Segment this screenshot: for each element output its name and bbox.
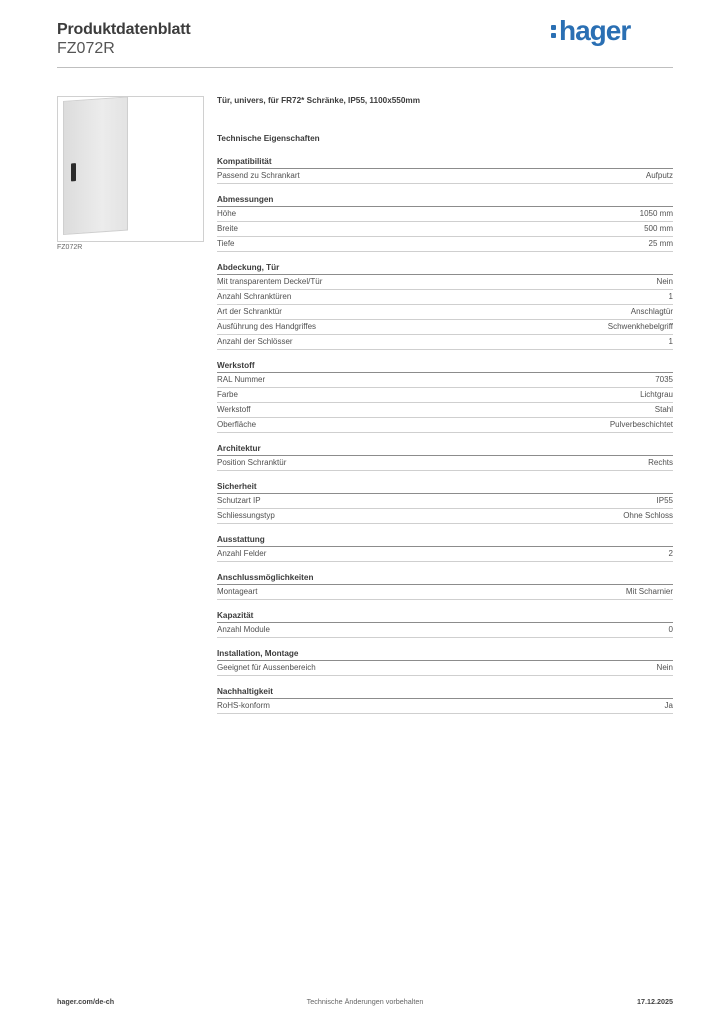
spec-group-title: Abmessungen [217, 194, 673, 207]
spec-row [217, 623, 673, 638]
spec-value: Stahl [654, 405, 673, 414]
spec-value: 25 mm [648, 239, 673, 248]
spec-row [217, 222, 673, 237]
spec-label: Anzahl Schranktüren [217, 292, 292, 301]
spec-row [217, 661, 673, 676]
spec-row [217, 275, 673, 290]
spec-row [217, 418, 673, 433]
footer-date: 17.12.2025 [637, 997, 673, 1006]
spec-label: RAL Nummer [217, 375, 266, 384]
spec-row [217, 207, 673, 222]
spec-label: Passend zu Schrankart [217, 171, 300, 180]
spec-group [217, 686, 673, 714]
spec-row [217, 169, 673, 184]
spec-label: Geeignet für Aussenbereich [217, 663, 316, 672]
spec-label: Ausführung des Handgriffes [217, 322, 317, 331]
product-code: FZ072R [57, 40, 115, 57]
spec-value: 1050 mm [639, 209, 673, 218]
spec-value: 1 [668, 292, 673, 301]
spec-group [217, 360, 673, 433]
spec-group-title: Abdeckung, Tür [217, 262, 673, 275]
spec-group [217, 156, 673, 184]
specification-panel [217, 96, 673, 714]
spec-value: 1 [668, 337, 673, 346]
spec-label: Anzahl der Schlösser [217, 337, 293, 346]
spec-label: Anzahl Module [217, 625, 270, 634]
spec-value: 500 mm [644, 224, 673, 233]
spec-group-title: Ausstattung [217, 534, 673, 547]
spec-row [217, 509, 673, 524]
spec-label: Schliessungstyp [217, 511, 275, 520]
page-footer [57, 997, 673, 1009]
spec-group-title: Kompatibilität [217, 156, 673, 169]
spec-label: RoHS-konform [217, 701, 270, 710]
spec-value: Ohne Schloss [623, 511, 673, 520]
spec-group-title: Werkstoff [217, 360, 673, 373]
spec-row [217, 305, 673, 320]
spec-group [217, 534, 673, 562]
header-divider [57, 67, 673, 68]
spec-label: Montageart [217, 587, 258, 596]
hager-logo [545, 16, 655, 46]
spec-group [217, 481, 673, 524]
footer-website-link[interactable]: hager.com/de-ch [57, 997, 115, 1006]
spec-row [217, 699, 673, 714]
spec-row [217, 335, 673, 350]
spec-label: Werkstoff [217, 405, 251, 414]
spec-groups [217, 156, 673, 714]
spec-value: IP55 [656, 496, 673, 505]
spec-value: Lichtgrau [640, 390, 673, 399]
spec-value: Schwenkhebelgriff [607, 322, 673, 331]
section-title: Technische Eigenschaften [217, 134, 320, 143]
spec-value: Nein [656, 277, 673, 286]
spec-value: Ja [664, 701, 673, 710]
spec-row [217, 547, 673, 562]
spec-group-title: Anschlussmöglichkeiten [217, 572, 673, 585]
spec-group [217, 262, 673, 350]
spec-label: Oberfläche [217, 420, 257, 429]
spec-group-title: Installation, Montage [217, 648, 673, 661]
product-image [57, 96, 204, 242]
spec-label: Höhe [217, 209, 237, 218]
spec-group-title: Nachhaltigkeit [217, 686, 673, 699]
spec-label: Tiefe [217, 239, 235, 248]
spec-value: Anschlagtür [630, 307, 673, 316]
spec-label: Mit transparentem Deckel/Tür [217, 277, 323, 286]
logo-wordmark: hager [559, 15, 631, 46]
spec-group [217, 610, 673, 638]
spec-value: 2 [668, 549, 673, 558]
spec-value: Mit Scharnier [625, 587, 673, 596]
spec-value: 7035 [655, 375, 673, 384]
footer-notice: Technische Änderungen vorbehalten [306, 997, 424, 1006]
spec-label: Anzahl Felder [217, 549, 267, 558]
spec-label: Art der Schranktür [217, 307, 282, 316]
door-handle-icon [71, 163, 76, 181]
spec-group-title: Architektur [217, 443, 673, 456]
spec-label: Breite [217, 224, 238, 233]
spec-label: Farbe [217, 390, 238, 399]
spec-row [217, 320, 673, 335]
spec-row [217, 403, 673, 418]
spec-group [217, 194, 673, 252]
spec-row [217, 373, 673, 388]
cabinet-door-illustration [63, 96, 128, 235]
document-title: Produktdatenblatt [57, 21, 191, 38]
spec-group [217, 572, 673, 600]
product-description: Tür, univers, für FR72* Schränke, IP55, 1100x550mm [217, 96, 420, 105]
spec-value: Pulverbeschichtet [609, 420, 673, 429]
image-caption: FZ072R [57, 244, 83, 251]
spec-value: 0 [668, 625, 673, 634]
spec-group [217, 648, 673, 676]
spec-label: Schutzart IP [217, 496, 261, 505]
spec-group-title: Kapazität [217, 610, 673, 623]
spec-label: Position Schranktür [217, 458, 287, 467]
spec-row [217, 456, 673, 471]
spec-row [217, 388, 673, 403]
spec-value: Rechts [648, 458, 673, 467]
spec-row [217, 494, 673, 509]
document-header [57, 15, 673, 70]
spec-value: Nein [656, 663, 673, 672]
spec-group-title: Sicherheit [217, 481, 673, 494]
spec-row [217, 237, 673, 252]
spec-row [217, 290, 673, 305]
spec-row [217, 585, 673, 600]
spec-value: Aufputz [645, 171, 673, 180]
spec-group [217, 443, 673, 471]
